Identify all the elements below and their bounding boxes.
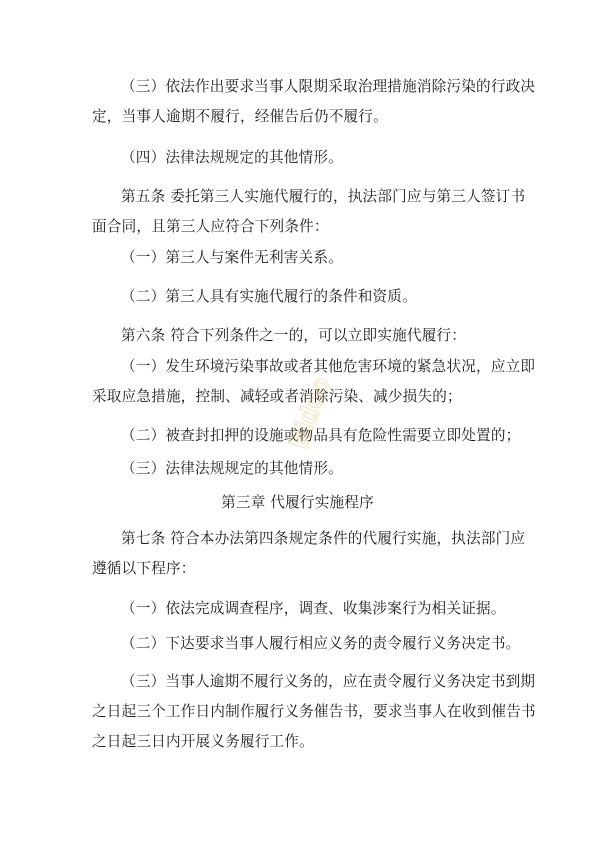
article-5-item-1: [92, 243, 512, 273]
article-5-item-2: [92, 282, 512, 312]
paragraph-line: （三）当事人逾期不履行义务的，应在责令履行义务决定书到期: [121, 673, 536, 690]
paragraph-sub-3: [92, 72, 536, 132]
article-7-item-2: [92, 629, 521, 659]
paragraph-line: 遵循以下程序：: [92, 560, 196, 577]
paragraph-line: （二）第三人具有实施代履行的条件和资质。: [121, 288, 417, 305]
article-6-item-1: [92, 352, 536, 412]
paragraph-line: 之日起三个工作日内制作履行义务催告书，要求当事人在收到催告书: [92, 703, 536, 720]
paragraph-line: 面合同，且第三人应符合下列条件：: [92, 218, 329, 235]
paragraph-line: 定，当事人逾期不履行，经催告后仍不履行。: [92, 108, 388, 125]
paragraph-line: （一）第三人与案件无利害关系。: [121, 249, 343, 266]
paragraph-line: 第五条 委托第三人实施代履行的，执法部门应与第三人签订书: [121, 188, 526, 205]
paragraph-line: （四）法律法规规定的其他情形。: [121, 149, 343, 166]
article-7: [92, 524, 526, 584]
watermark-text: Bidoo: [282, 372, 336, 453]
paragraph-line: （二）被查封扣押的设施或物品具有危险性需要立即处置的；: [121, 427, 521, 444]
paragraph-line: 采取应急措施，控制、减轻或者消除污染、减少损失的；: [92, 388, 462, 405]
paragraph-line: （一）发生环境污染事故或者其他危害环境的紧急状况，应立即: [121, 358, 536, 375]
article-7-item-1: [92, 594, 512, 624]
paragraph-line: （一）依法完成调查程序，调查、收集涉案行为相关证据。: [121, 600, 506, 617]
paragraph-sub-4: [92, 143, 512, 173]
paragraph-line: 第六条 符合下列条件之一的，可以立即实施代履行：: [121, 327, 467, 344]
paragraph-line: （三）法律法规规定的其他情形。: [121, 460, 343, 477]
paragraph-line: （三）依法作出要求当事人限期采取治理措施消除污染的行政决: [121, 78, 536, 95]
article-5: [92, 182, 526, 242]
article-6: [92, 321, 512, 351]
article-6-item-3: [92, 454, 512, 484]
chapter-heading: 第三章 代履行实施程序: [221, 494, 374, 511]
paragraph-line: 之日起三日内开展义务履行工作。: [92, 733, 314, 750]
article-6-item-2: [92, 421, 521, 451]
paragraph-line: （二）下达要求当事人履行相应义务的责令履行义务决定书。: [121, 635, 521, 652]
article-7-item-3: [92, 667, 536, 757]
paragraph-line: 第七条 符合本办法第四条规定条件的代履行实施，执法部门应: [121, 530, 526, 547]
